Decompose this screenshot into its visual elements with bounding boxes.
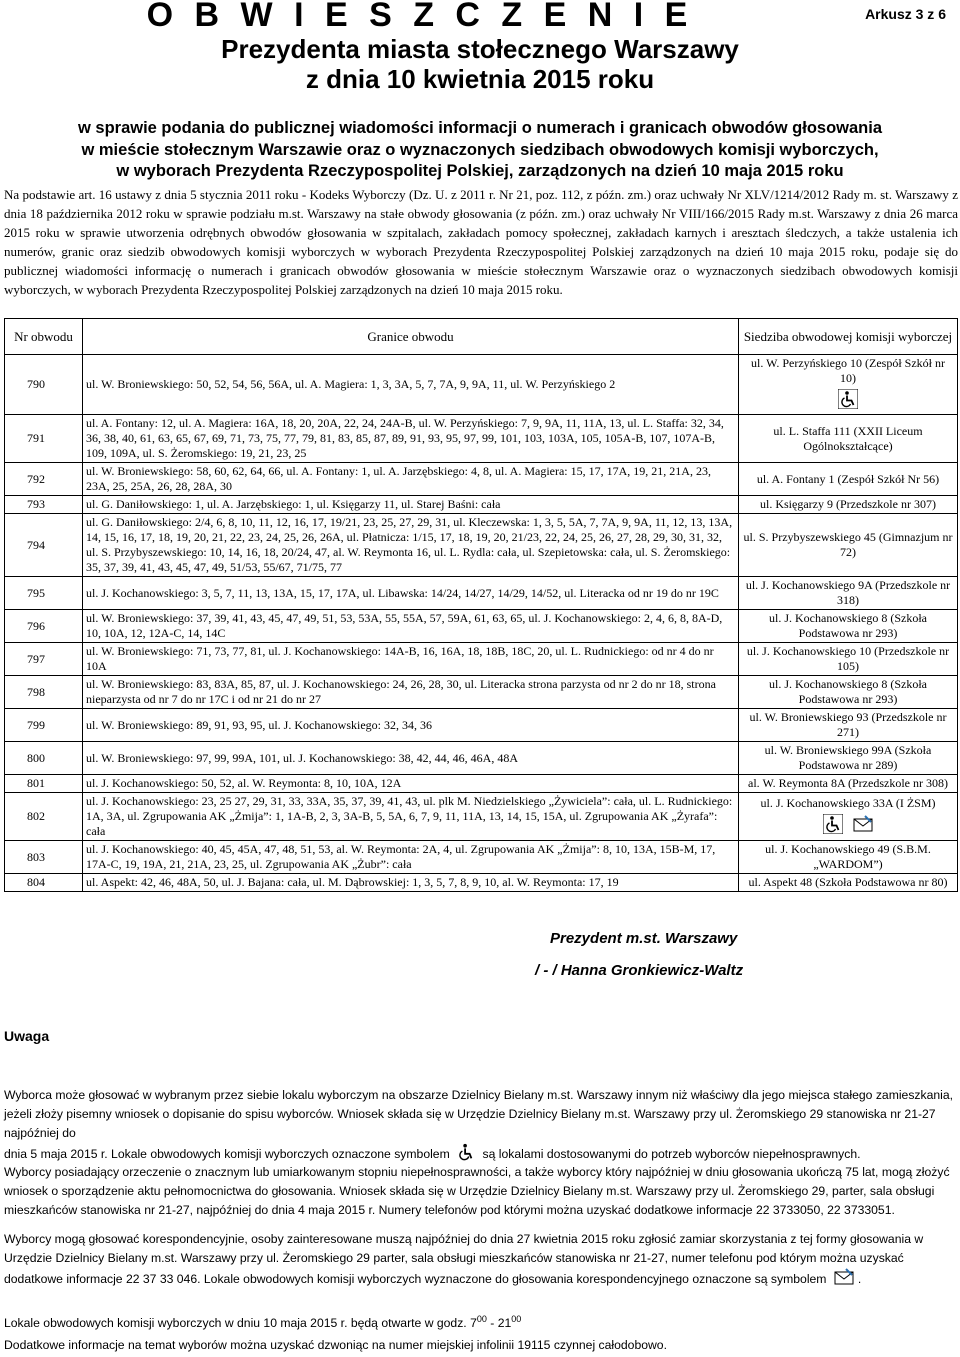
table-row: [5, 355, 958, 415]
table-row: [5, 793, 958, 841]
table-row: [5, 643, 958, 676]
district-bounds: ul. W. Broniewskiego: 97, 99, 99A, 101, ul. J. Kochanowskiego: 38, 42, 44, 46, 46A, 48A: [83, 742, 739, 775]
district-number: 798: [5, 676, 83, 709]
note-text: dnia 5 maja 2015 r. Lokale obwodowych komisji wyborczych oznaczone symbolem: [4, 1147, 450, 1162]
district-seat: [739, 676, 958, 709]
table-row: [5, 577, 958, 610]
seat-address: ul. J. Kochanowskiego 8 (Szkoła Podstawowa nr 293): [769, 611, 927, 640]
issuer-title: Prezydenta miasta stołecznego Warszawy: [221, 34, 739, 64]
table-row: [5, 775, 958, 793]
district-seat: [739, 775, 958, 793]
note-paragraph: Dodatkowe informacje na temat wyborów można uzyskać dzwoniąc na numer miejskiej infolinii 19115 czynnej całodobowo.: [4, 1338, 667, 1352]
note-sup: 00: [476, 1314, 487, 1324]
subject-line: w sprawie podania do publicznej wiadomości informacji o numerach i granicach obwodów głosowania: [77, 119, 883, 137]
header-bounds: Granice obwodu: [83, 319, 739, 355]
subject-block: [0, 118, 960, 183]
note-paragraph: [4, 1086, 958, 1167]
document-title: O B W I E S Z C Z E N I E: [146, 0, 694, 34]
table-row: [5, 496, 958, 514]
district-seat: [739, 643, 958, 676]
district-bounds: ul. W. Broniewskiego: 83, 83A, 85, 87, ul. J. Kochanowskiego: 24, 26, 28, 30, ul. Literacka strona parzysta od nr 2 do nr 18, strona nieparzysta od nr 7 do nr 17C i od nr 21 do nr 27: [83, 676, 739, 709]
seat-address: ul. J. Kochanowskiego 49 (S.B.M. „WARDOM”): [765, 842, 931, 871]
table-row: [5, 841, 958, 874]
district-bounds: ul. A. Fontany: 12, ul. A. Magiera: 16A, 18, 20, 20A, 22, 24, 24A-B, ul. W. Perzyńskiego: 7, 9, 9A, 11, 11A, 13, ul. L. Staffa: 32, 34, 36, 38, 40, 61, 63, 65, 67, 69, 71, 73, 75, 77, 79, 81, 83, 85, 87, 89, 91, 93, 95, 97, 99, 101, 103, 103A, 105, 105A-B, 107, 107A-B, 109, 109A, ul. S. Żeromskiego: 19, 21, 23, 25: [83, 415, 739, 463]
district-bounds: ul. W. Broniewskiego: 89, 91, 93, 95, ul. J. Kochanowskiego: 32, 34, 36: [83, 709, 739, 742]
table-header-row: [5, 319, 958, 355]
subject-line: w wyborach Prezydenta Rzeczypospolitej Polskiej, zarządzonych na dzień 10 maja 2015 roku: [116, 162, 844, 180]
note-sup: 00: [511, 1314, 522, 1324]
district-seat: [739, 874, 958, 892]
title-block: [0, 0, 960, 94]
district-bounds: ul. J. Kochanowskiego: 3, 5, 7, 11, 13, 13A, 15, 17, 17A, ul. Libawska: 14/24, 14/27, 14/29, 14/52, ul. Literacka od nr 19 do nr 19C: [83, 577, 739, 610]
district-number: 799: [5, 709, 83, 742]
wheelchair-icon: [838, 389, 858, 409]
district-seat: [739, 577, 958, 610]
district-bounds: ul. J. Kochanowskiego: 23, 25 27, 29, 31, 33, 33A, 35, 37, 39, 41, 43, ul. plk M. Niedzielskiego „Żywiciela”: cała, ul. L. Rudnickiego: 1A, 3A, ul. Zgrupowania AK „Żmija”: 1, 1A-B, 2, 3, 3A-B, 5, 5A, 6, 7, 9, 11, 11A, 13, 14, 15, 15A, ul. Zgrupowania AK „Żyrafa”: cała: [83, 793, 739, 841]
signature-name: / - / Hanna Gronkiewicz-Waltz: [535, 962, 744, 979]
table-row: [5, 709, 958, 742]
notes-heading: Uwaga: [4, 1028, 50, 1044]
seat-address: ul. Księgarzy 9 (Przedszkole nr 307): [760, 497, 936, 511]
note-text: Lokale obwodowych komisji wyborczych w dniu 10 maja 2015 r. będą otwarte w godz. 7: [4, 1316, 477, 1331]
issue-date: z dnia 10 kwietnia 2015 roku: [305, 64, 655, 94]
table-row: [5, 415, 958, 463]
note-text: 22 37 33 046. Lokale obwodowych komisji wyborczych wyznaczone do głosowania korespondencyjnego oznaczone są symbolem: [125, 1272, 827, 1287]
table-row: [5, 610, 958, 643]
envelope-icon: [834, 1268, 854, 1292]
table-row: [5, 514, 958, 577]
district-seat: [739, 496, 958, 514]
seat-address: ul. J. Kochanowskiego 10 (Przedszkole nr 105): [746, 644, 950, 673]
district-seat: [739, 463, 958, 496]
table-body: [5, 355, 958, 892]
seat-address: ul. J. Kochanowskiego 9A (Przedszkole nr 318): [745, 578, 951, 607]
district-number: 792: [5, 463, 83, 496]
district-number: 797: [5, 643, 83, 676]
note-text: Wyborcy mogą głosować korespondencyjnie, osoby zainteresowane muszą najpóźniej do dnia 27 kwietnia 2015 roku zgłosić zamiar skorzystania z tej formy głosowania w Urzędzie Dzielnicy Bielany m.st. Warszawy przy ul. Żeromskiego 29 parter, sala obsługi mieszkańców stanowiska nr 21-27, numer telefonu pod którym można uzyskać dodatkowe informacje: [4, 1232, 924, 1287]
district-seat: [739, 355, 958, 415]
sheet-number: Arkusz 3 z 6: [865, 6, 946, 22]
note-text: - 21: [486, 1316, 512, 1331]
district-bounds: ul. W. Broniewskiego: 71, 73, 77, 81, ul. J. Kochanowskiego: 14A-B, 16, 16A, 18, 18B, 18C, 20, ul. L. Rudnickiego: od nr 4 do nr 10A: [83, 643, 739, 676]
district-number: 791: [5, 415, 83, 463]
seat-address: ul. W. Perzyńskiego 10 (Zespół Szkół nr 10): [751, 356, 945, 385]
district-number: 801: [5, 775, 83, 793]
district-seat: [739, 610, 958, 643]
district-bounds: ul. G. Daniłowskiego: 2/4, 6, 8, 10, 11, 12, 16, 17, 19/21, 23, 25, 27, 29, 31, ul. Kleczewska: 1, 3, 5, 5A, 7, 7A, 9, 9A, 11, 12, 13, 13A, 14, 15, 16, 17, 18, 19, 20, 21, 22, 23, 24, 25, 26, 26A, ul. Płatnicza: 1/15, 17, 18, 19, 20, 21/23, 22, 24, 25, 26, 27, 28, 29, 30, 31, 32, ul. S. Przybyszewskiego: 10, 14, 16, 18, 20/24, 47, al. W. Reymonta 16, ul. L. Rydla: cała, ul. Szepietowska: cała, ul. S. Żeromskiego: 35, 37, 39, 41, 43, 45, 47, 49, 51/53, 55/67, 71/75, 77: [83, 514, 739, 577]
note-paragraph: [4, 1230, 958, 1292]
district-seat: [739, 742, 958, 775]
seat-address: ul. A. Fontany 1 (Zespół Szkół Nr 56): [756, 471, 940, 486]
header-seat: Siedziba obwodowej komisji wyborczej: [739, 319, 958, 355]
district-bounds: ul. J. Kochanowskiego: 40, 45, 45A, 47, 48, 51, 53, al. W. Reymonta: 2A, 4, ul. Zgrupowania AK „Żmija”: 8, 10, 13A, 15B-M, 17, 17A-C, 19, 19A, 21, 21A, 23, 25, ul. Zgrupowania AK „Żubr”: cała: [83, 841, 739, 874]
district-number: 790: [5, 355, 83, 415]
district-seat: [739, 709, 958, 742]
note-text: .: [857, 1272, 862, 1287]
seat-address: ul. Aspekt 48 (Szkoła Podstawowa nr 80): [748, 875, 948, 889]
signature-title: Prezydent m.st. Warszawy: [550, 930, 738, 947]
table-row: [5, 742, 958, 775]
district-bounds: ul. W. Broniewskiego: 50, 52, 54, 56, 56A, ul. A. Magiera: 1, 3, 3A, 5, 7, 7A, 9, 9A, 11, ul. W. Perzyńskiego 2: [83, 355, 739, 415]
district-seat: [739, 514, 958, 577]
district-number: 796: [5, 610, 83, 643]
preamble: Na podstawie art. 16 ustawy z dnia 5 stycznia 2011 roku - Kodeks Wyborczy (Dz. U. z 2011 r. Nr 21, poz. 112, z późn. zm.) oraz uchwały Nr XLV/1214/2012 Rady m. st. Warszawy z dnia 18 października 2012 roku w sprawie podziału m.st. Warszawy na stałe obwody głosowania (z późn. zm.) oraz uchwały Nr VIII/166/2015 Rady m.st. Warszawy z dnia 26 marca 2015 roku w sprawie utworzenia odrębnych obwodów głosowania w szpitalach, zakładach pomocy społecznej, zakładach karnych i aresztach śledczych, a także ustalenia ich numerów, granic oraz siedzib obwodowych komisji wyborczych w wyborach Prezydenta Rzeczypospolitej Polskiej zarządzonych na dzień 10 maja 2015 roku, podaje się do publicznej wiadomości informację o numerach i granicach obwodów głosowania w mieście stołecznym Warszawie oraz o wyznaczonych siedzibach obwodowych komisji wyborczych, w wyborach Prezydenta Rzeczypospolitej Polskiej zarządzonych na dzień 10 maja 2015 roku.: [4, 187, 958, 297]
table-row: [5, 874, 958, 892]
district-number: 802: [5, 793, 83, 841]
district-bounds: ul. Aspekt: 42, 46, 48A, 50, ul. J. Bajana: cała, ul. M. Dąbrowskiej: 1, 3, 5, 7, 8, 9, 10, al. W. Reymonta: 17, 19: [83, 874, 739, 892]
seat-address: ul. J. Kochanowskiego 8 (Szkoła Podstawowa nr 293): [769, 677, 927, 706]
district-bounds: ul. G. Daniłowskiego: 1, ul. A. Jarzębskiego: 1, ul. Księgarzy 11, ul. Starej Baśni: cała: [83, 496, 739, 514]
districts-table: [4, 318, 958, 892]
district-number: 803: [5, 841, 83, 874]
district-number: 800: [5, 742, 83, 775]
subject-line: w mieście stołecznym Warszawie oraz o wyznaczonych siedzibach obwodowych komisji wyborczych,: [81, 140, 879, 159]
wheelchair-icon: [823, 814, 843, 834]
seat-address: ul. W. Broniewskiego 93 (Przedszkole nr 271): [749, 710, 947, 739]
note-paragraph: [4, 1310, 958, 1333]
district-number: 804: [5, 874, 83, 892]
seat-address: al. W. Reymonta 8A (Przedszkole nr 308): [748, 776, 948, 790]
table-row: [5, 463, 958, 496]
table-row: [5, 676, 958, 709]
note-text: Wyborca może głosować w wybranym przez siebie lokalu wyborczym na obszarze Dzielnicy Bielany m.st. Warszawy innym niż właściwy dla jego miejsca stałego zamieszkania, jeżeli złoży pisemny wniosek o dopisanie do spisu wyborców. Wniosek składa się w Urzędzie Dzielnicy Bielany m.st. Warszawy przy ul. Żeromskiego 29 stanowiska nr 21-27 najpóźniej do: [4, 1088, 954, 1140]
district-seat: [739, 793, 958, 841]
note-paragraph: Wyborcy posiadający orzeczenie o znacznym lub umiarkowanym stopniu niepełnosprawności, a także wyborcy który najpóźniej w dniu głosowania ukończą 75 lat, mogą złożyć wniosek o sporządzenie aktu pełnomocnictwa do głosowania. Wniosek składa się w Urzędzie Dzielnicy Bielany m.st. Warszawy przy ul. Żeromskiego 29, parter, sala obsługi mieszkańców stanowiska nr 21-27, najpóźniej do dnia 4 maja 2015 r. Numery telefonów pod którymi można uzyskać dodatkowe informacje 22 3733050, 22 3733051.: [4, 1165, 950, 1217]
district-seat: [739, 415, 958, 463]
seat-address: ul. W. Broniewskiego 99A (Szkoła Podstawowa nr 289): [764, 743, 932, 772]
district-number: 795: [5, 577, 83, 610]
seat-address: ul. J. Kochanowskiego 33A (I ŻSM): [760, 795, 936, 810]
seat-address: ul. S. Przybyszewskiego 45 (Gimnazjum nr 72): [743, 530, 953, 559]
envelope-icon: [853, 814, 873, 834]
seat-symbols: [838, 389, 858, 409]
district-bounds: ul. W. Broniewskiego: 37, 39, 41, 43, 45, 47, 49, 51, 53, 53A, 55, 55A, 57, 59A, 61, 63, 65, ul. J. Kochanowskiego: 2, 4, 6, 8, 8A-D, 10, 10A, 12, 12A-C, 14, 14C: [83, 610, 739, 643]
district-bounds: ul. J. Kochanowskiego: 50, 52, al. W. Reymonta: 8, 10, 10A, 12A: [83, 775, 739, 793]
district-seat: [739, 841, 958, 874]
seat-symbols: [823, 814, 873, 834]
district-bounds: ul. W. Broniewskiego: 58, 60, 62, 64, 66, ul. A. Fontany: 1, ul. A. Jarzębskiego: 4, 8, ul. A. Magiera: 15, 17, 17A, 19, 21, 21A, 23, 23A, 25, 25A, 26, 28, 28A, 30: [83, 463, 739, 496]
seat-address: ul. L. Staffa 111 (XXII Liceum Ogólnokształcące): [773, 423, 923, 453]
note-text: są lokalami dostosowanymi do potrzeb wyborców niepełnosprawnych.: [482, 1147, 861, 1162]
header-nr: Nr obwodu: [5, 319, 83, 355]
district-number: 794: [5, 514, 83, 577]
district-number: 793: [5, 496, 83, 514]
